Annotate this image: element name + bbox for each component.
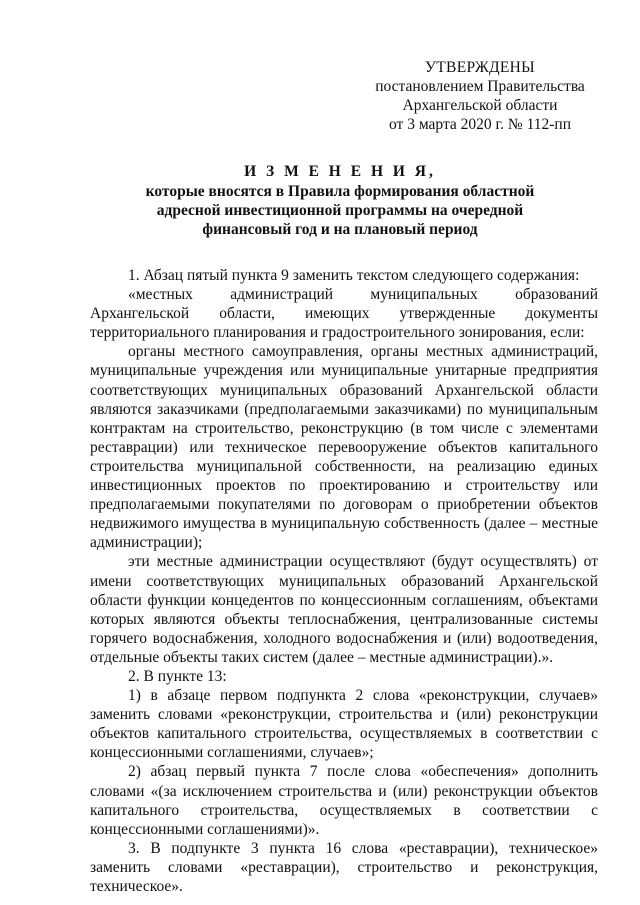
approval-line-2: Архангельской области	[402, 97, 558, 114]
title-subtitle-line-2: адресной инвестиционной программы на очередной	[156, 202, 524, 219]
paragraph-subitem-2: 2) абзац первый пункта 7 после слова «обеспечения» дополнить словами «(за исключением строительства и (или) реконструкции объектов капитального строительства, осуществляемых в соответствии с концессионными соглашениями)».	[90, 763, 598, 838]
document-body	[90, 266, 598, 896]
paragraph-item-3: 3. В подпункте 3 пункта 16 слова «реставрации), техническое» заменить словами «реставрации), строительство и реконструкция, техническое».	[90, 839, 598, 895]
approval-line-3: от 3 марта 2020 г. № 112-пп	[389, 116, 571, 133]
paragraph-item-2: 2. В пункте 13:	[128, 667, 227, 685]
paragraph-subitem-1: 1) в абзаце первом подпункта 2 слова «реконструкции, случаев» заменить словами «реконструкции, строительства и (или) реконструкции объектов капитального строительства, осуществляемых в соответствии с концессионными соглашениями, случаев»;	[90, 687, 598, 762]
paragraph-conditions: органы местного самоуправления, органы местных администраций, муниципальные учреждения или муниципальные унитарные предприятия соответствующих муниципальных образований Архангельской области являются заказчиками (предполагаемыми заказчиками) по муниципальным контрактам на строительство, реконструкцию (в том числе с элементами реставрации) или техническое перевооружение объектов капитального строительства муниципальной собственности, на реализацию единых инвестиционных проектов по проектированию и строительству или предполагаемыми покупателями по договорам о приобретении объектов недвижимого имущества в муниципальную собственность (далее – местные администрации);	[90, 343, 598, 552]
paragraph-concessions: эти местные администрации осуществляют (будут осуществлять) от имени соответствующих муниципальных образований Архангельской области функции концедентов по концессионным соглашениям, объектами которых являются объекты теплоснабжения, централизованные системы горячего водоснабжения, холодного водоснабжения и (или) водоотведения, отдельные объекты таких систем (далее – местные администрации).».	[90, 553, 598, 666]
paragraph-quote-start: «местных администраций муниципальных образований Архангельской области, имеющих утвержденные документы территориального планирования и градостроительного зонирования, если:	[90, 286, 598, 342]
title-heading: И З М Е Н Е Н И Я,	[244, 163, 436, 180]
document-title	[60, 162, 620, 239]
title-subtitle-line-3: финансовый год и на плановый период	[202, 221, 478, 238]
title-subtitle-line-1: которые вносятся в Правила формирования областной	[145, 183, 535, 200]
approval-line-1: постановлением Правительства	[375, 78, 585, 95]
approval-stamp	[360, 58, 600, 134]
approval-title: УТВЕРЖДЕНЫ	[425, 59, 535, 76]
paragraph-item-1: 1. Абзац пятый пункта 9 заменить текстом следующего содержания:	[128, 267, 580, 284]
